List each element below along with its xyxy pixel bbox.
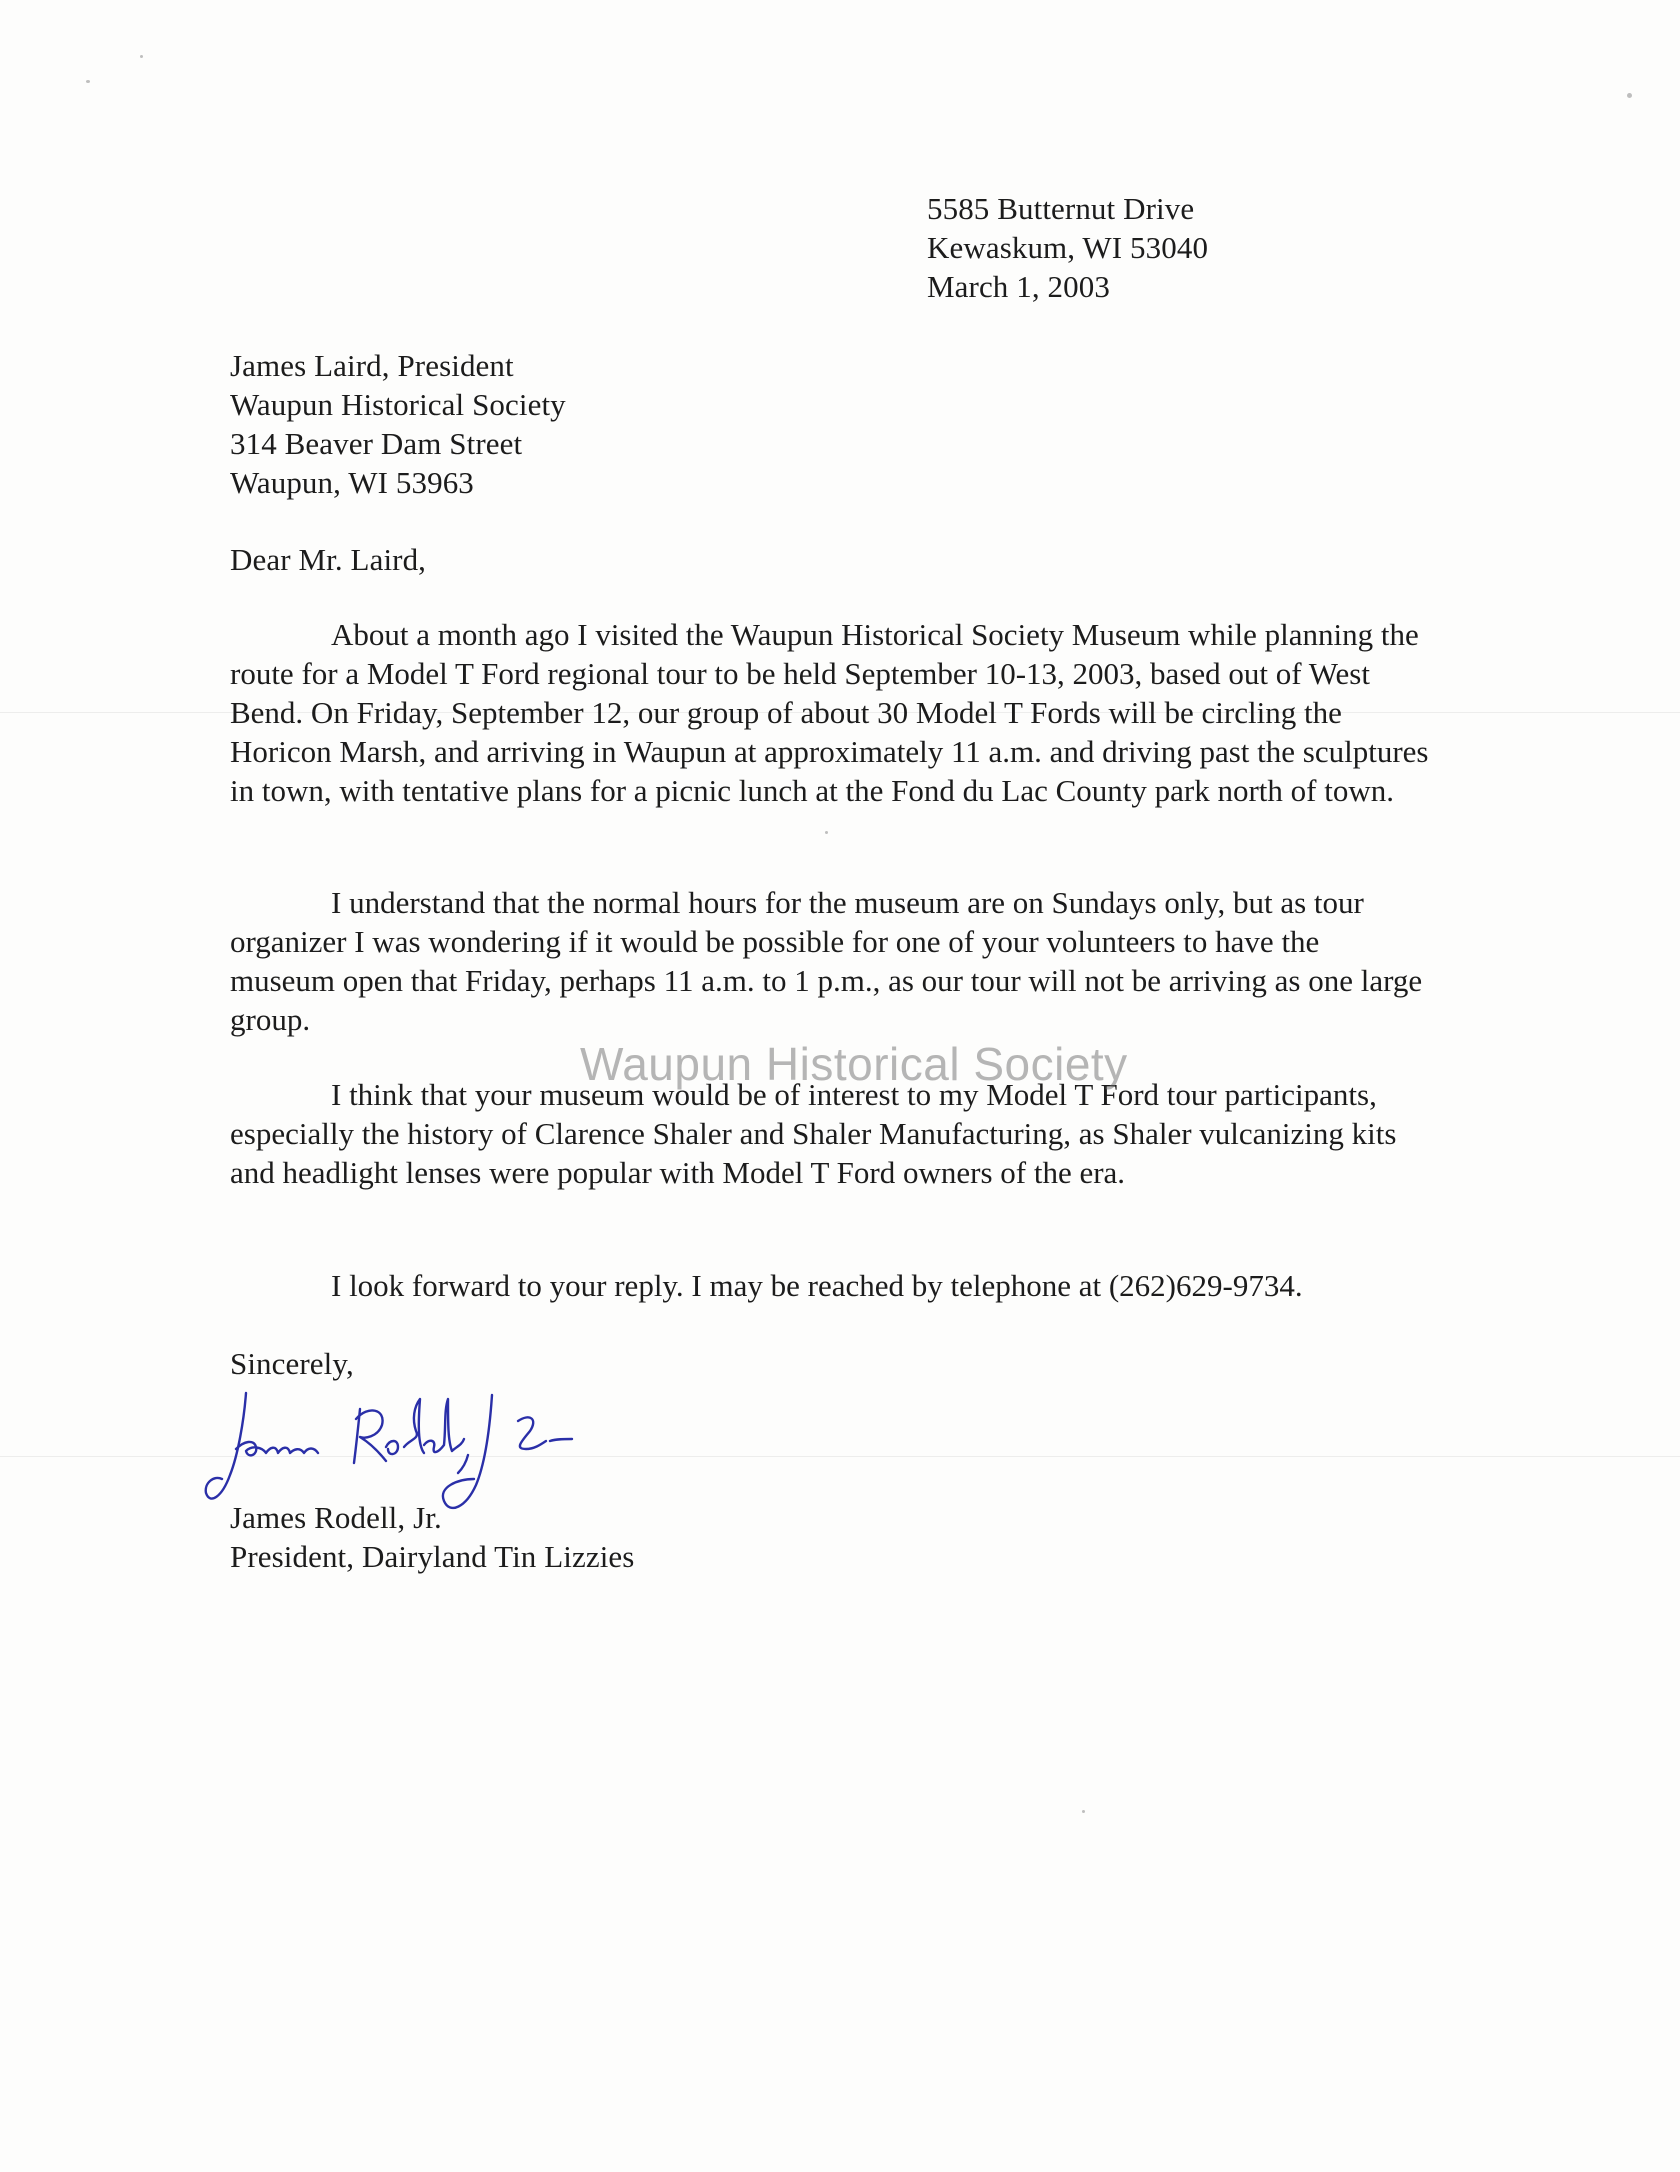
recipient-street: 314 Beaver Dam Street	[230, 426, 523, 461]
body-paragraph-2: I understand that the normal hours for the museum are on Sundays only, but as tour organizer I was wondering if it would be possible for one of your volunteers to have the museum open that Friday, perhaps 11 a.m. to 1 p.m., as our tour will not be arriving as one large group.	[230, 885, 1423, 1037]
closing: Sincerely,	[230, 1346, 354, 1381]
letter-date: March 1, 2003	[927, 269, 1110, 304]
salutation: Dear Mr. Laird,	[230, 542, 427, 577]
paper-speck	[86, 80, 90, 83]
paper-speck	[140, 55, 143, 58]
sender-street: 5585 Butternut Drive	[927, 191, 1195, 226]
recipient-organization: Waupun Historical Society	[230, 387, 566, 422]
signer-title: President, Dairyland Tin Lizzies	[230, 1539, 635, 1574]
signer-name: James Rodell, Jr.	[230, 1500, 442, 1535]
recipient-city: Waupun, WI 53963	[230, 465, 474, 500]
recipient-name: James Laird, President	[230, 348, 514, 383]
paper-speck	[1627, 93, 1632, 98]
body-paragraph-4: I look forward to your reply. I may be reached by telephone at (262)629-9734.	[331, 1268, 1303, 1303]
watermark: Waupun Historical Society	[580, 1038, 1128, 1090]
signature-strokes	[206, 1393, 572, 1508]
paper-speck	[825, 831, 828, 834]
sender-city: Kewaskum, WI 53040	[927, 230, 1209, 265]
body-paragraph-3: I think that your museum would be of interest to my Model T Ford tour participants, especially the history of Clarence Shaler and Shaler Manufacturing, as Shaler vulcanizing kits and headlight lenses were popular with Model T Ford owners of the era.	[230, 1077, 1397, 1190]
body-paragraph-1: About a month ago I visited the Waupun Historical Society Museum while planning the route for a Model T Ford regional tour to be held September 10-13, 2003, based out of West Bend. On Friday, September 12, our group of about 30 Model T Fords will be circling the Horicon Marsh, and arriving in Waupun at approximately 11 a.m. and driving past the sculptures in town, with tentative plans for a picnic lunch at the Fond du Lac County park north of town.	[230, 617, 1429, 808]
paper-speck	[1082, 1810, 1085, 1813]
